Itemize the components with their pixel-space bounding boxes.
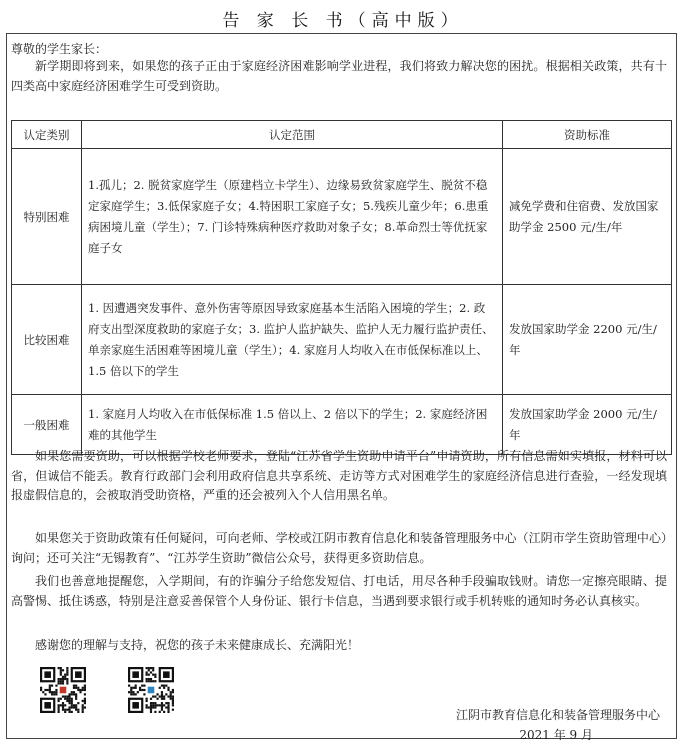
contact-paragraph: 如果您关于资助政策有任何疑问，可向老师、学校或江阴市教育信息化和装备管理服务中心（江阴市学生资助管理中心）询问；还可关注“无锡教育”、“江苏学生资助”微信公众号，获得更多资助信息。 [11, 531, 667, 565]
issue-date: 2021 年 9 月 [519, 728, 593, 742]
qr-code-icon [128, 667, 174, 713]
page-title: 告 家 长 书（高中版） [222, 11, 464, 31]
qr-code-icon [40, 667, 86, 713]
header-scope: 认定范围 [82, 121, 503, 149]
issuing-organization: 江阴市教育信息化和装备管理服务中心 [455, 708, 660, 722]
intro-paragraph: 新学期即将到来，如果您的孩子正由于家庭经济困难影响学业进程，我们将致力解决您的困扰。根据相关政策，共有十四类高中家庭经济困难学生可受到资助。 [11, 59, 667, 93]
table-row [12, 149, 672, 285]
row-standard: 减免学费和住宿费、发放国家助学金 2500 元/生/年 [503, 149, 672, 285]
row-standard: 发放国家助学金 2000 元/生/年 [503, 395, 672, 455]
row-scope: 1. 家庭月人均收入在市低保标准 1.5 倍以上、2 倍以下的学生；2. 家庭经济困难的其他学生 [82, 395, 503, 455]
row-category: 一般困难 [12, 395, 82, 455]
row-category: 特别困难 [12, 149, 82, 285]
row-scope: 1. 因遭遇突发事件、意外伤害等原因导致家庭基本生活陷入困境的学生；2. 政府支出型深度救助的家庭子女；3. 监护人监护缺失、监护人无力履行监护责任、单亲家庭生活困难等困境儿童（学生）；4. 家庭月人均收入在市低保标准以上、1.5 倍以下的学生 [82, 285, 503, 395]
header-category: 认定类别 [12, 121, 82, 149]
aid-table [11, 120, 672, 455]
row-scope: 1.孤儿；2. 脱贫家庭学生（原建档立卡学生）、边缘易致贫家庭学生、脱贫不稳定家庭学生；3.低保家庭子女；4.特困职工家庭子女；5.残疾儿童少年；6.患重病困境儿童（学生）；7. 门诊特殊病种医疗救助对象子女；8.革命烈士等优抚家庭子女 [82, 149, 503, 285]
row-standard: 发放国家助学金 2200 元/生/年 [503, 285, 672, 395]
header-standard: 资助标准 [503, 121, 672, 149]
table-header-row [12, 121, 672, 149]
table-row [12, 285, 672, 395]
row-category: 比较困难 [12, 285, 82, 395]
thanks-paragraph: 感谢您的理解与支持，祝您的孩子未来健康成长、充满阳光！ [35, 638, 360, 652]
greeting: 尊敬的学生家长： [11, 42, 108, 56]
warning-paragraph: 我们也善意地提醒您，入学期间，有的诈骗分子给您发短信、打电话，用尽各种手段骗取钱财。请您一定擦亮眼睛、提高警惕、抵住诱惑，特别是注意妥善保管个人身份证、银行卡信息，当遇到要求银行或手机转账的通知时务必认真核实。 [11, 574, 667, 608]
apply-paragraph: 如果您需要资助，可以根据学校老师要求，登陆“江苏省学生资助申请平台”申请资助，所有信息需如实填报，材料可以省，但诚信不能丢。教育行政部门会利用政府信息共享系统、走访等方式对困难学生的家庭经济信息进行查验，一经发现填报虚假信息的，会被取消受助资格，严重的还会被列入个人信用黑名单。 [11, 449, 667, 502]
table-row [12, 395, 672, 455]
